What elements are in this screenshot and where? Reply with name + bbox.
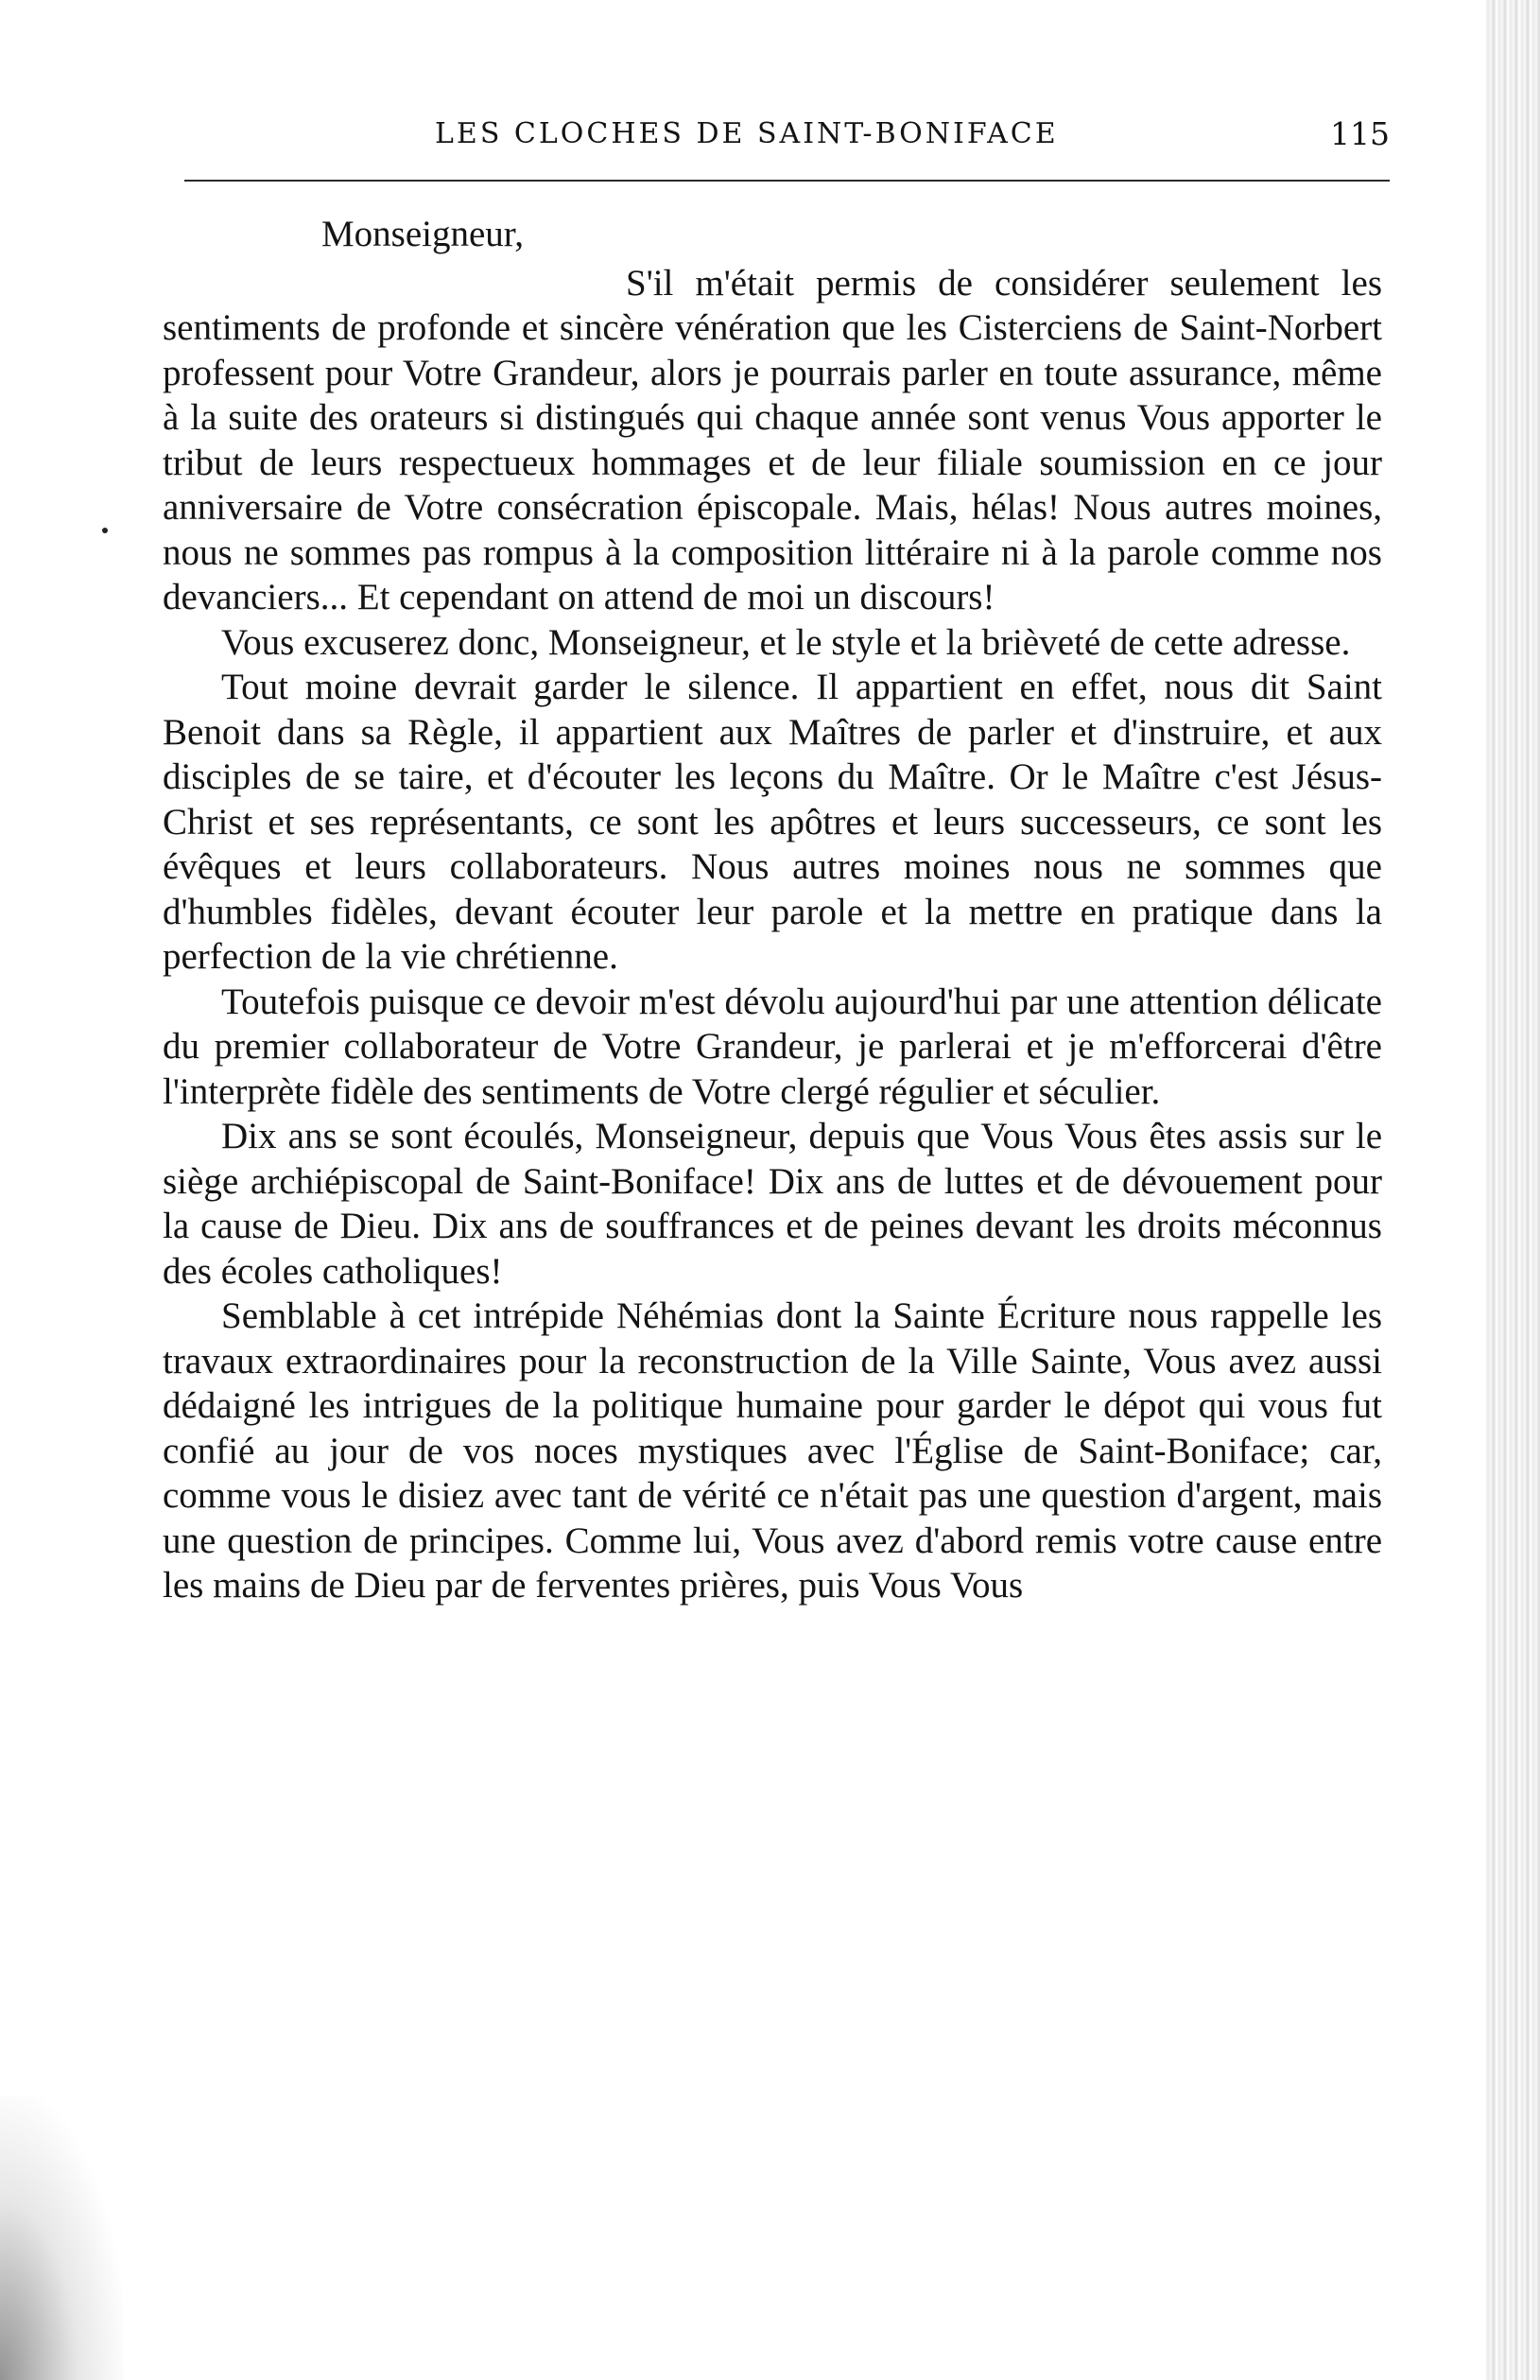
running-head: LES CLOCHES DE SAINT-BONIFACE [435,117,1059,150]
paragraph: Toutefois puisque ce devoir m'est dévolu aujourd'hui par une attention délicate du premier collaborateur de Votre Grandeur, je parlerai et je m'efforcerai d'être l'interprète fidèle des sentiments de Votre clergé régulier et séculier. [163,981,1382,1112]
paragraph: Tout moine devrait garder le silence. Il appartient en effet, nous dit Saint Benoit dans sa Règle, il appartient aux Maîtres de parler et d'instruire, et aux disciples de se taire, et d'écouter les leçons du Maître. Or le Maître c'est Jésus-Christ et ses représentants, ce sont les apôtres et leurs successeurs, ce sont les évêques et leurs collaborateurs. Nous autres moines nous ne sommes que d'humbles fidèles, devant écouter leur parole et la mettre en pratique dans la perfection de la vie chrétienne. [163,667,1382,977]
header-rule [184,180,1390,182]
paragraph: S'il m'était permis de considérer seulement les sentiments de profonde et sincère vénération que les Cisterciens de Saint-Norbert professent pour Votre Grandeur, alors je pourrais parler en toute assurance, même à la suite des orateurs si distingués qui chaque année sont venus Vous apporter le tribut de leurs respectueux hommages et de leur filiale soumission en ce jour anniversaire de Votre consécration épiscopale. Mais, hélas! Nous autres moines, nous ne sommes pas rompus à la composition littéraire ni à la parole comme nos devanciers... Et cependant on attend de moi un discours! [163,262,1382,617]
print-speck [102,528,108,533]
page-number: 115 [1330,115,1390,152]
page-header [184,112,1390,159]
paragraph: Dix ans se sont écoulés, Monseigneur, depuis que Vous Vous êtes assis sur le siège archiépiscopal de Saint-Boniface! Dix ans de luttes et de dévouement pour la cause de Dieu. Dix ans de souffrances et de peines devant les droits méconnus des écoles catholiques! [163,1116,1382,1292]
paragraph: Semblable à cet intrépide Néhémias dont la Sainte Écriture nous rappelle les travaux extraordinaires pour la reconstruction de la Ville Sainte, Vous avez aussi dédaigné les intrigues de la politique humaine pour garder le dépot qui vous fut confié au jour de vos noces mystiques avec l'Église de Saint-Boniface; car, comme vous le disiez avec tant de vérité ce n'était pas une question d'argent, mais une question de principes. Comme lui, Vous avez d'abord remis votre cause entre les mains de Dieu par de ferventes prières, puis Vous Vous [163,1295,1382,1606]
salutation: Monseigneur, [321,214,524,254]
page-edge-shadow [1485,0,1540,2380]
scan-corner-shadow [0,2096,123,2380]
paragraph: Vous excuserez donc, Monseigneur, et le style et la brièveté de cette adresse. [221,621,1351,663]
letter-body [163,212,1382,1608]
